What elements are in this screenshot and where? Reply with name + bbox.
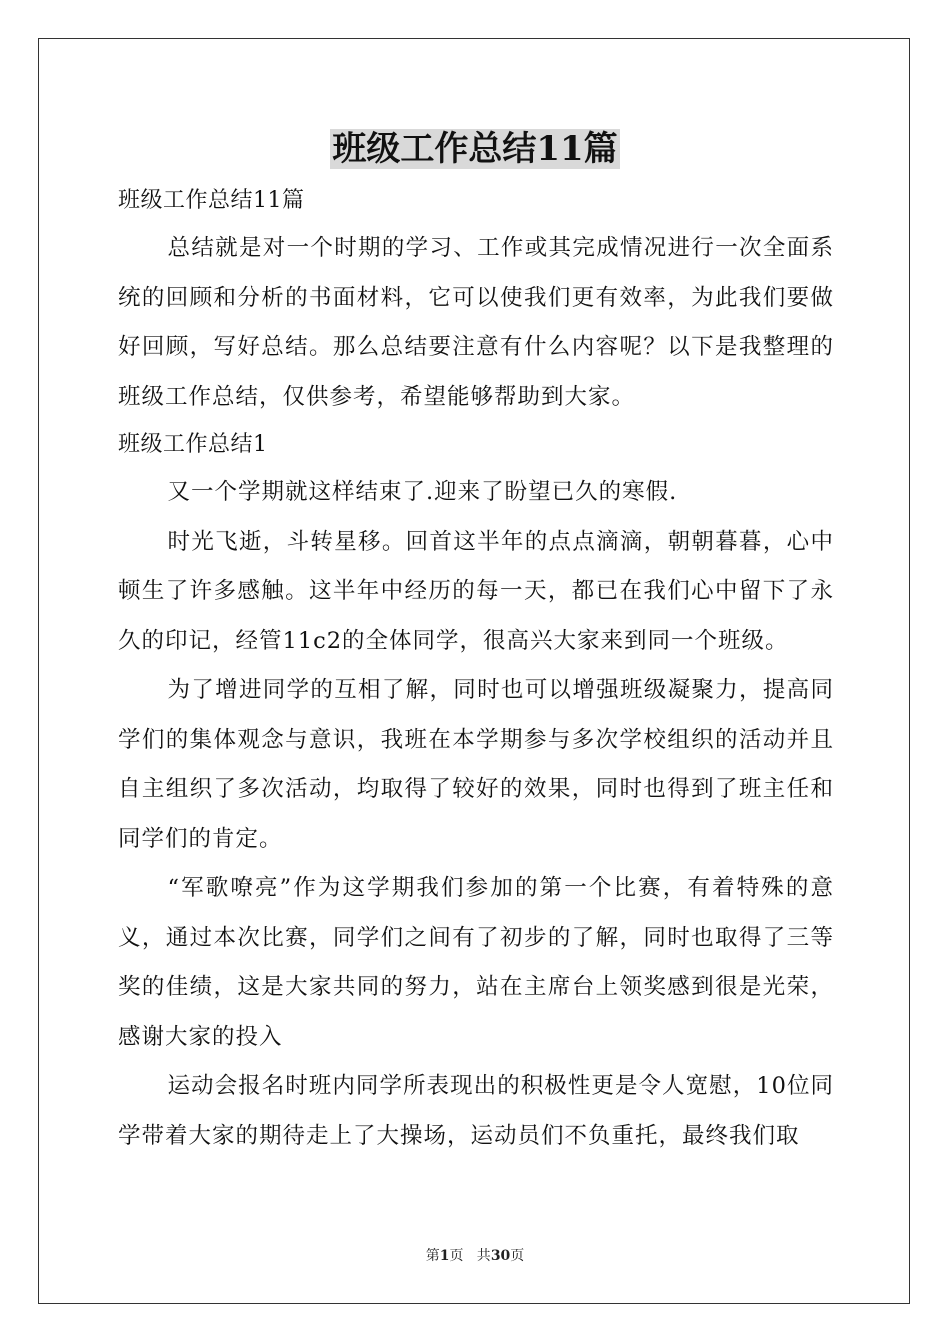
section-paragraph-5: 运动会报名时班内同学所表现出的积极性更是令人宽慰，10位同学带着大家的期待走上了大操场，运动员们不负重托，最终我们取 xyxy=(118,1073,834,1149)
page-footer xyxy=(0,1245,950,1265)
footer-page-total: 30 xyxy=(490,1248,511,1264)
footer-prefix: 第 xyxy=(425,1248,440,1264)
footer-page-current: 1 xyxy=(439,1248,450,1264)
document-title-text: 班级工作总结11篇 xyxy=(332,129,618,169)
document-title xyxy=(0,126,950,172)
footer-mid: 页 共 xyxy=(449,1248,491,1264)
intro-paragraph: 总结就是对一个时期的学习、工作或其完成情况进行一次全面系统的回顾和分析的书面材料，它可以使我们更有效率，为此我们要做好回顾，写好总结。那么总结要注意有什么内容呢？以下是我整理的班级工作总结，仅供参考，希望能够帮助到大家。 xyxy=(118,235,834,410)
document-body xyxy=(118,178,834,1161)
section-paragraph-3: 为了增进同学的互相了解，同时也可以增强班级凝聚力，提高同学们的集体观念与意识，我班在本学期参与多次学校组织的活动并且自主组织了多次活动，均取得了较好的效果，同时也得到了班主任和同学们的肯定。 xyxy=(118,677,834,852)
section-heading: 班级工作总结1 xyxy=(118,432,268,457)
section-paragraph-4: “军歌嘹亮”作为这学期我们参加的第一个比赛，有着特殊的意义，通过本次比赛，同学们之间有了初步的了解，同时也取得了三等奖的佳绩，这是大家共同的努力，站在主席台上领奖感到很是光荣，感谢大家的投入 xyxy=(118,875,834,1050)
footer-suffix: 页 xyxy=(510,1248,525,1264)
document-subtitle: 班级工作总结11篇 xyxy=(118,188,305,213)
section-paragraph-2: 时光飞逝，斗转星移。回首这半年的点点滴滴，朝朝暮暮，心中顿生了许多感触。这半年中经历的每一天，都已在我们心中留下了永久的印记，经管11c2的全体同学，很高兴大家来到同一个班级。 xyxy=(118,528,834,654)
section-paragraph-1: 又一个学期就这样结束了.迎来了盼望已久的寒假. xyxy=(167,479,678,505)
